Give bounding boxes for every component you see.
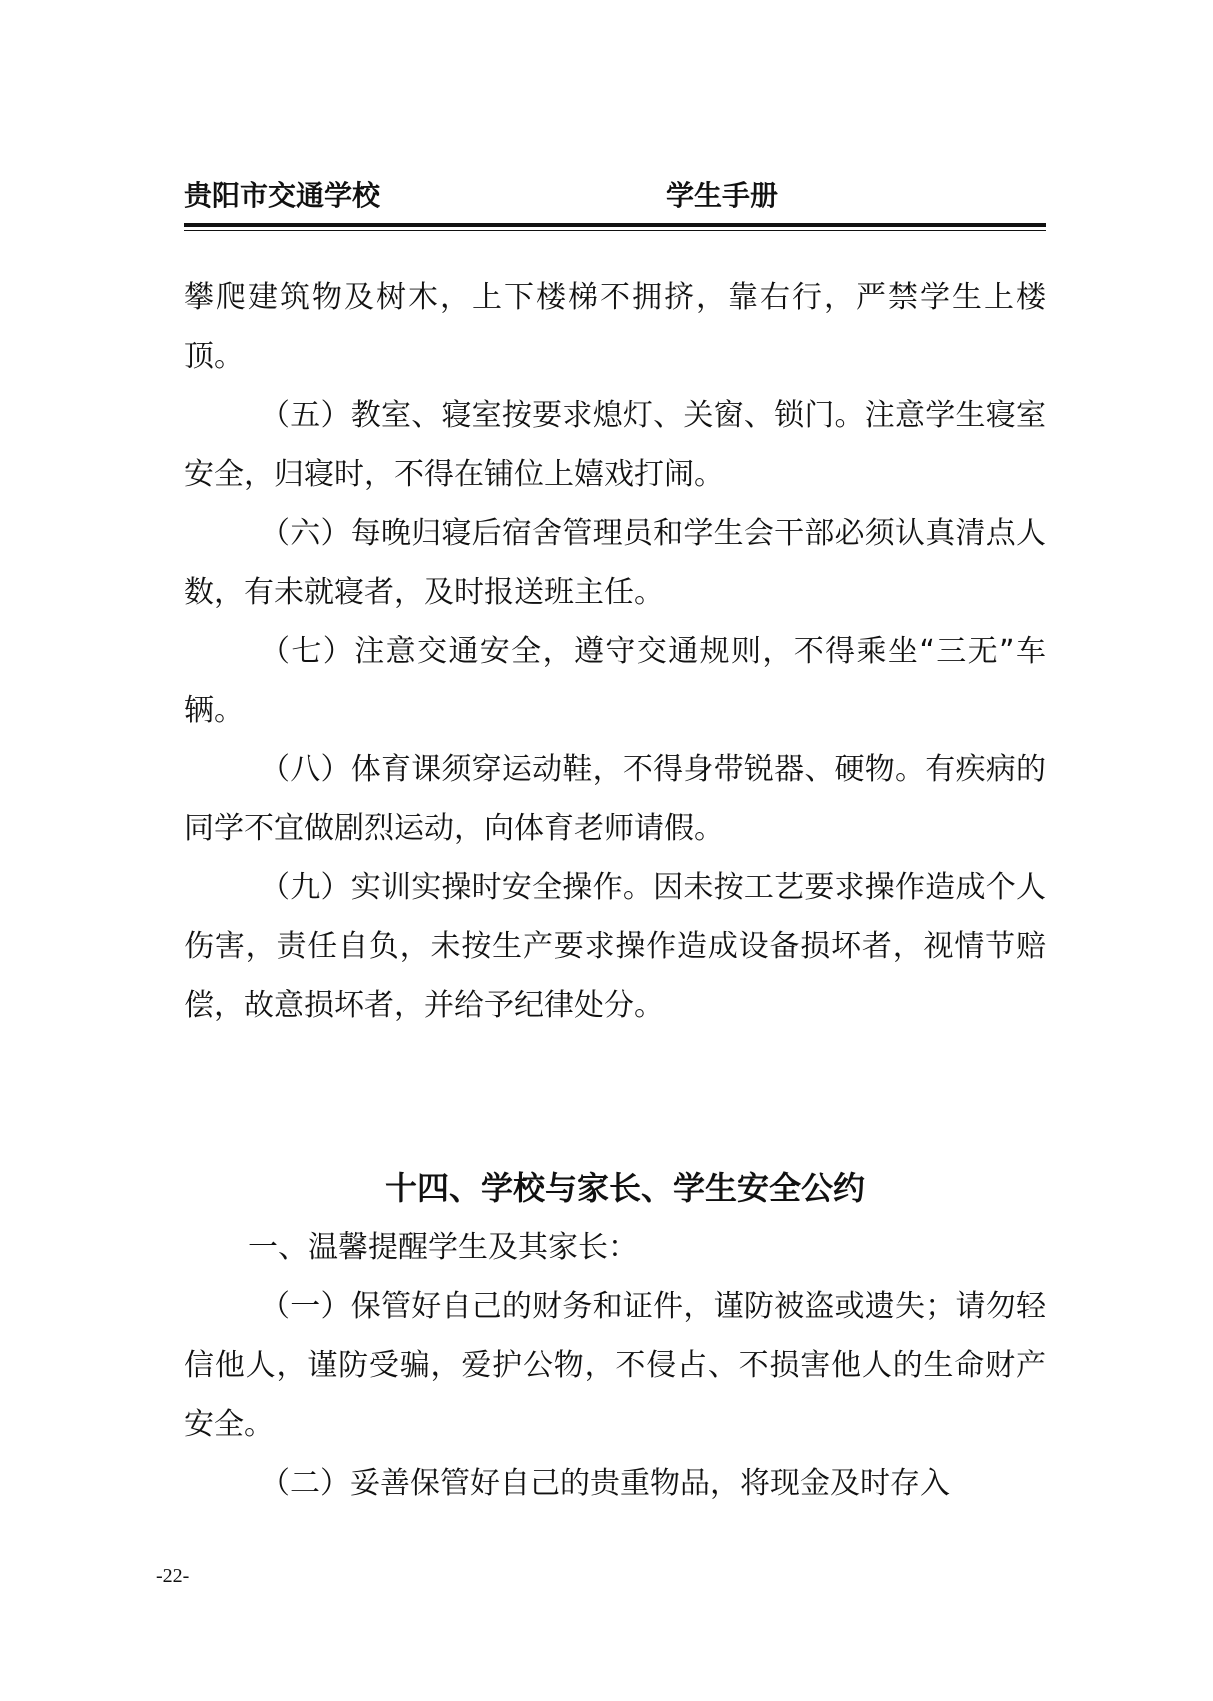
section-paragraph-2: （二）妥善保管好自己的贵重物品，将现金及时存入 [260, 1466, 950, 1501]
main-text [184, 268, 1046, 1035]
paragraph-item-8: （八）体育课须穿运动鞋，不得身带锐器、硬物。有疾病的同学不宜做剧烈运动，向体育老师请假。 [184, 752, 1046, 846]
page-header [184, 176, 1046, 216]
paragraph-item-5: （五）教室、寝室按要求熄灯、关窗、锁门。注意学生寝室安全，归寝时，不得在铺位上嬉戏打闹。 [184, 398, 1046, 492]
header-rule-thin [184, 230, 1046, 231]
paragraph-item-7: （七）注意交通安全，遵守交通规则，不得乘坐“三无”车辆。 [184, 634, 1046, 728]
header-rule-thick [184, 223, 1046, 227]
paragraph-item-9: （九）实训实操时安全操作。因未按工艺要求操作造成个人伤害，责任自负，未按生产要求操作造成设备损坏者，视情节赔偿，故意损坏者，并给予纪律处分。 [184, 870, 1046, 1023]
paragraph-item-6: （六）每晚归寝后宿舍管理员和学生会干部必须认真清点人数，有未就寝者，及时报送班主任。 [184, 516, 1046, 610]
header-school-name: 贵阳市交通学校 [184, 179, 381, 212]
section-subheading: 一、温馨提醒学生及其家长： [248, 1230, 638, 1265]
header-document-title: 学生手册 [666, 179, 779, 212]
section-paragraph-1: （一）保管好自己的财务和证件，谨防被盗或遗失；请勿轻信他人，谨防受骗，爱护公物，不侵占、不损害他人的生命财产安全。 [184, 1289, 1046, 1442]
section-heading: 十四、学校与家长、学生安全公约 [384, 1169, 865, 1207]
page-number: -22- [156, 1565, 190, 1587]
section-text [184, 1218, 1046, 1513]
paragraph-continuation: 攀爬建筑物及树木，上下楼梯不拥挤，靠右行，严禁学生上楼顶。 [184, 280, 1046, 374]
